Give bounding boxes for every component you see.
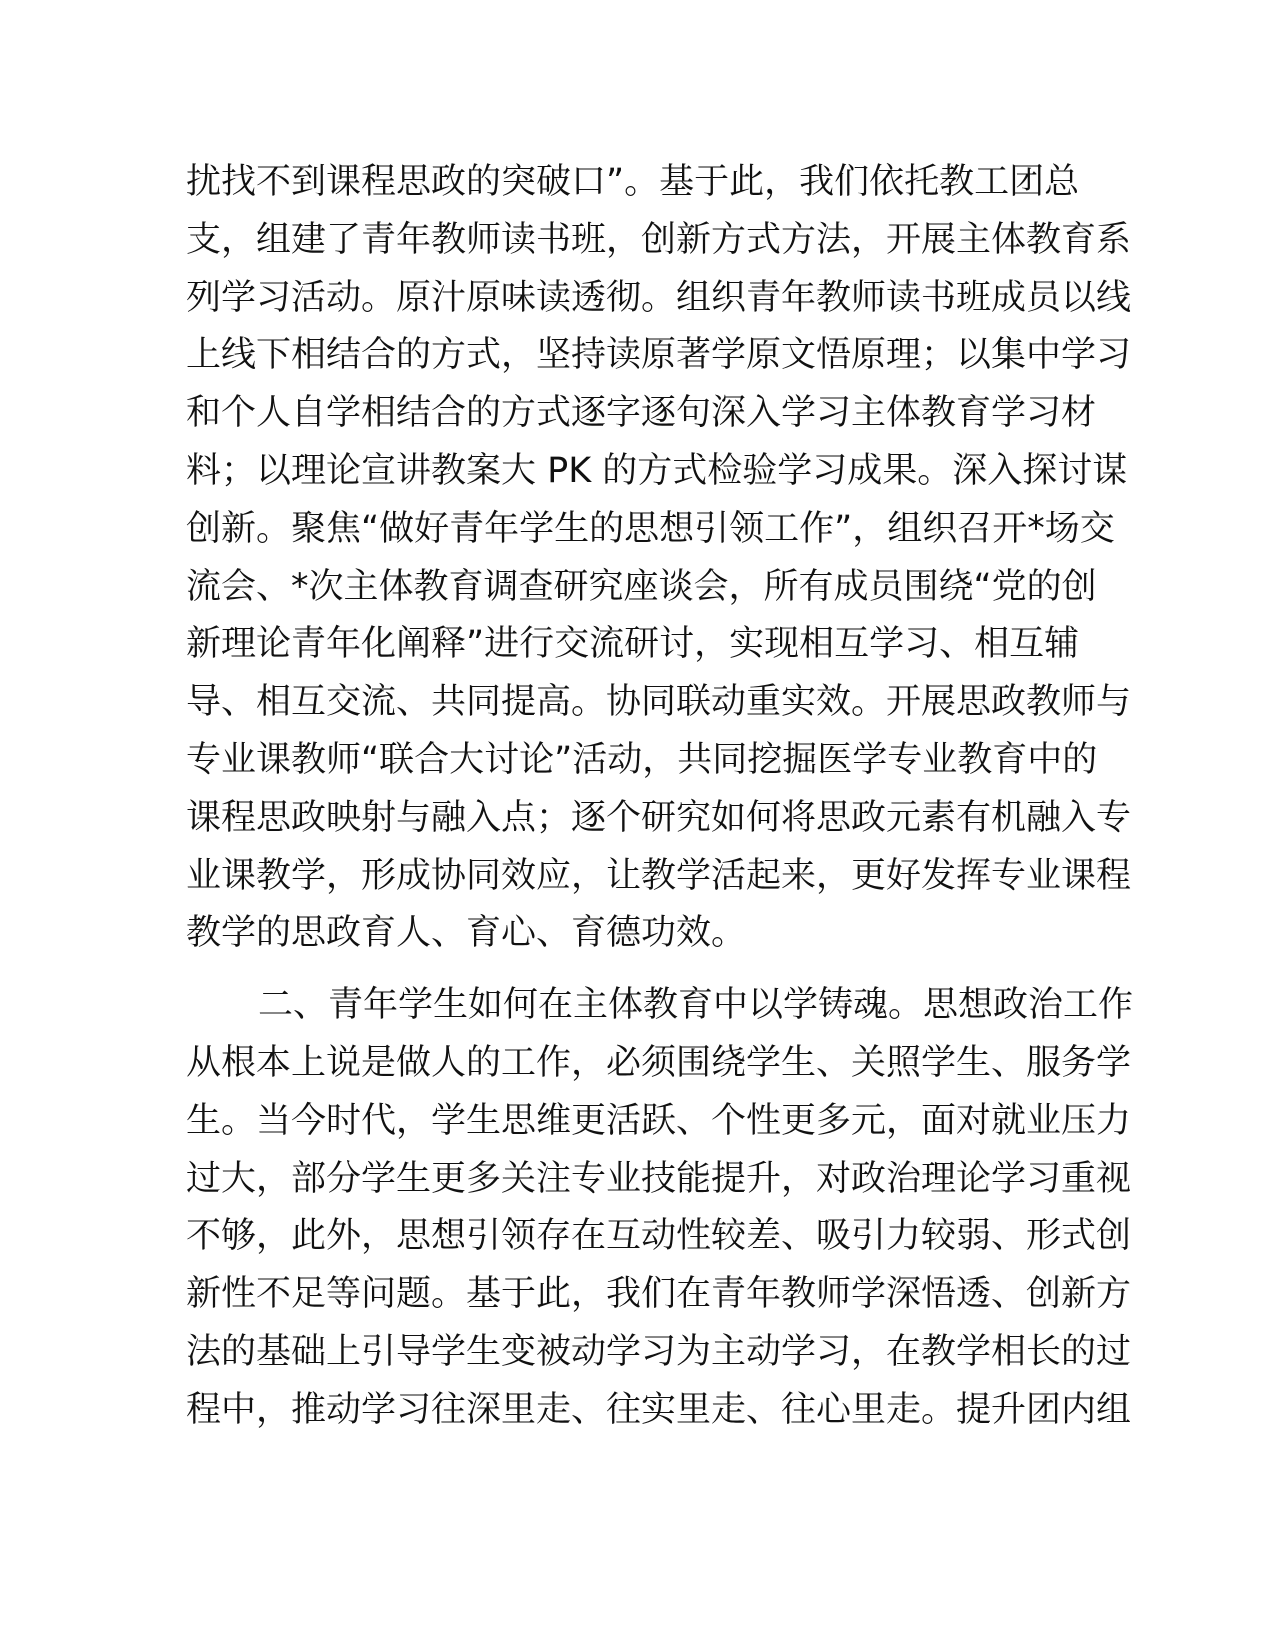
paragraph-line: 料；以理论宣讲教案大 PK 的方式检验学习成果。深入探讨谋 bbox=[186, 450, 1128, 491]
paragraph-line: 支，组建了青年教师读书班，创新方式方法，开展主体教育系 bbox=[186, 219, 1132, 260]
paragraph-line: 法的基础上引导学生变被动学习为主动学习，在教学相长的过 bbox=[186, 1331, 1132, 1372]
paragraph-2 bbox=[186, 977, 1134, 1439]
paragraph-line: 不够，此外，思想引领存在互动性较差、吸引力较弱、形式创 bbox=[186, 1216, 1132, 1257]
paragraph-line: 创新。聚焦“做好青年学生的思想引领工作”，组织召开*场交 bbox=[186, 508, 1115, 549]
paragraph-line: 程中，推动学习往深里走、往实里走、往心里走。提升团内组 bbox=[186, 1389, 1132, 1430]
paragraph-line: 教学的思政育人、育心、育德功效。 bbox=[186, 913, 747, 954]
paragraph-line: 生。当今时代，学生思维更活跃、个性更多元，面对就业压力 bbox=[186, 1100, 1132, 1141]
document-body bbox=[186, 154, 1134, 1440]
paragraph-line: 扰找不到课程思政的突破口”。基于此，我们依托教工团总 bbox=[186, 162, 1080, 202]
paragraph-line: 新性不足等问题。基于此，我们在青年教师学深悟透、创新方 bbox=[186, 1274, 1132, 1315]
paragraph-line: 上线下相结合的方式，坚持读原著学原文悟原理；以集中学习 bbox=[186, 335, 1132, 376]
paragraph-line: 和个人自学相结合的方式逐字逐句深入学习主体教育学习材 bbox=[186, 393, 1097, 434]
paragraph-line: 课程思政映射与融入点；逐个研究如何将思政元素有机融入专 bbox=[186, 797, 1132, 838]
paragraph-line: 列学习活动。原汁原味读透彻。组织青年教师读书班成员以线 bbox=[186, 277, 1132, 318]
paragraph-line: 导、相互交流、共同提高。协同联动重实效。开展思政教师与 bbox=[186, 682, 1132, 723]
paragraph-line: 新理论青年化阐释”进行交流研讨，实现相互学习、相互辅 bbox=[186, 624, 1080, 665]
paragraph-line: 过大，部分学生更多关注专业技能提升，对政治理论学习重视 bbox=[186, 1158, 1132, 1199]
paragraph-line: 流会、*次主体教育调查研究座谈会，所有成员围绕“党的创 bbox=[186, 566, 1097, 607]
paragraph-line: 专业课教师“联合大讨论”活动，共同挖掘医学专业教育中的 bbox=[186, 739, 1098, 780]
paragraph-line: 业课教学，形成协同效应，让教学活起来，更好发挥专业课程 bbox=[186, 855, 1132, 896]
paragraph-1 bbox=[186, 154, 1132, 963]
paragraph-line: 从根本上说是做人的工作，必须围绕学生、关照学生、服务学 bbox=[186, 1042, 1132, 1083]
paragraph-line: 二、青年学生如何在主体教育中以学铸魂。思想政治工作 bbox=[258, 985, 1134, 1026]
